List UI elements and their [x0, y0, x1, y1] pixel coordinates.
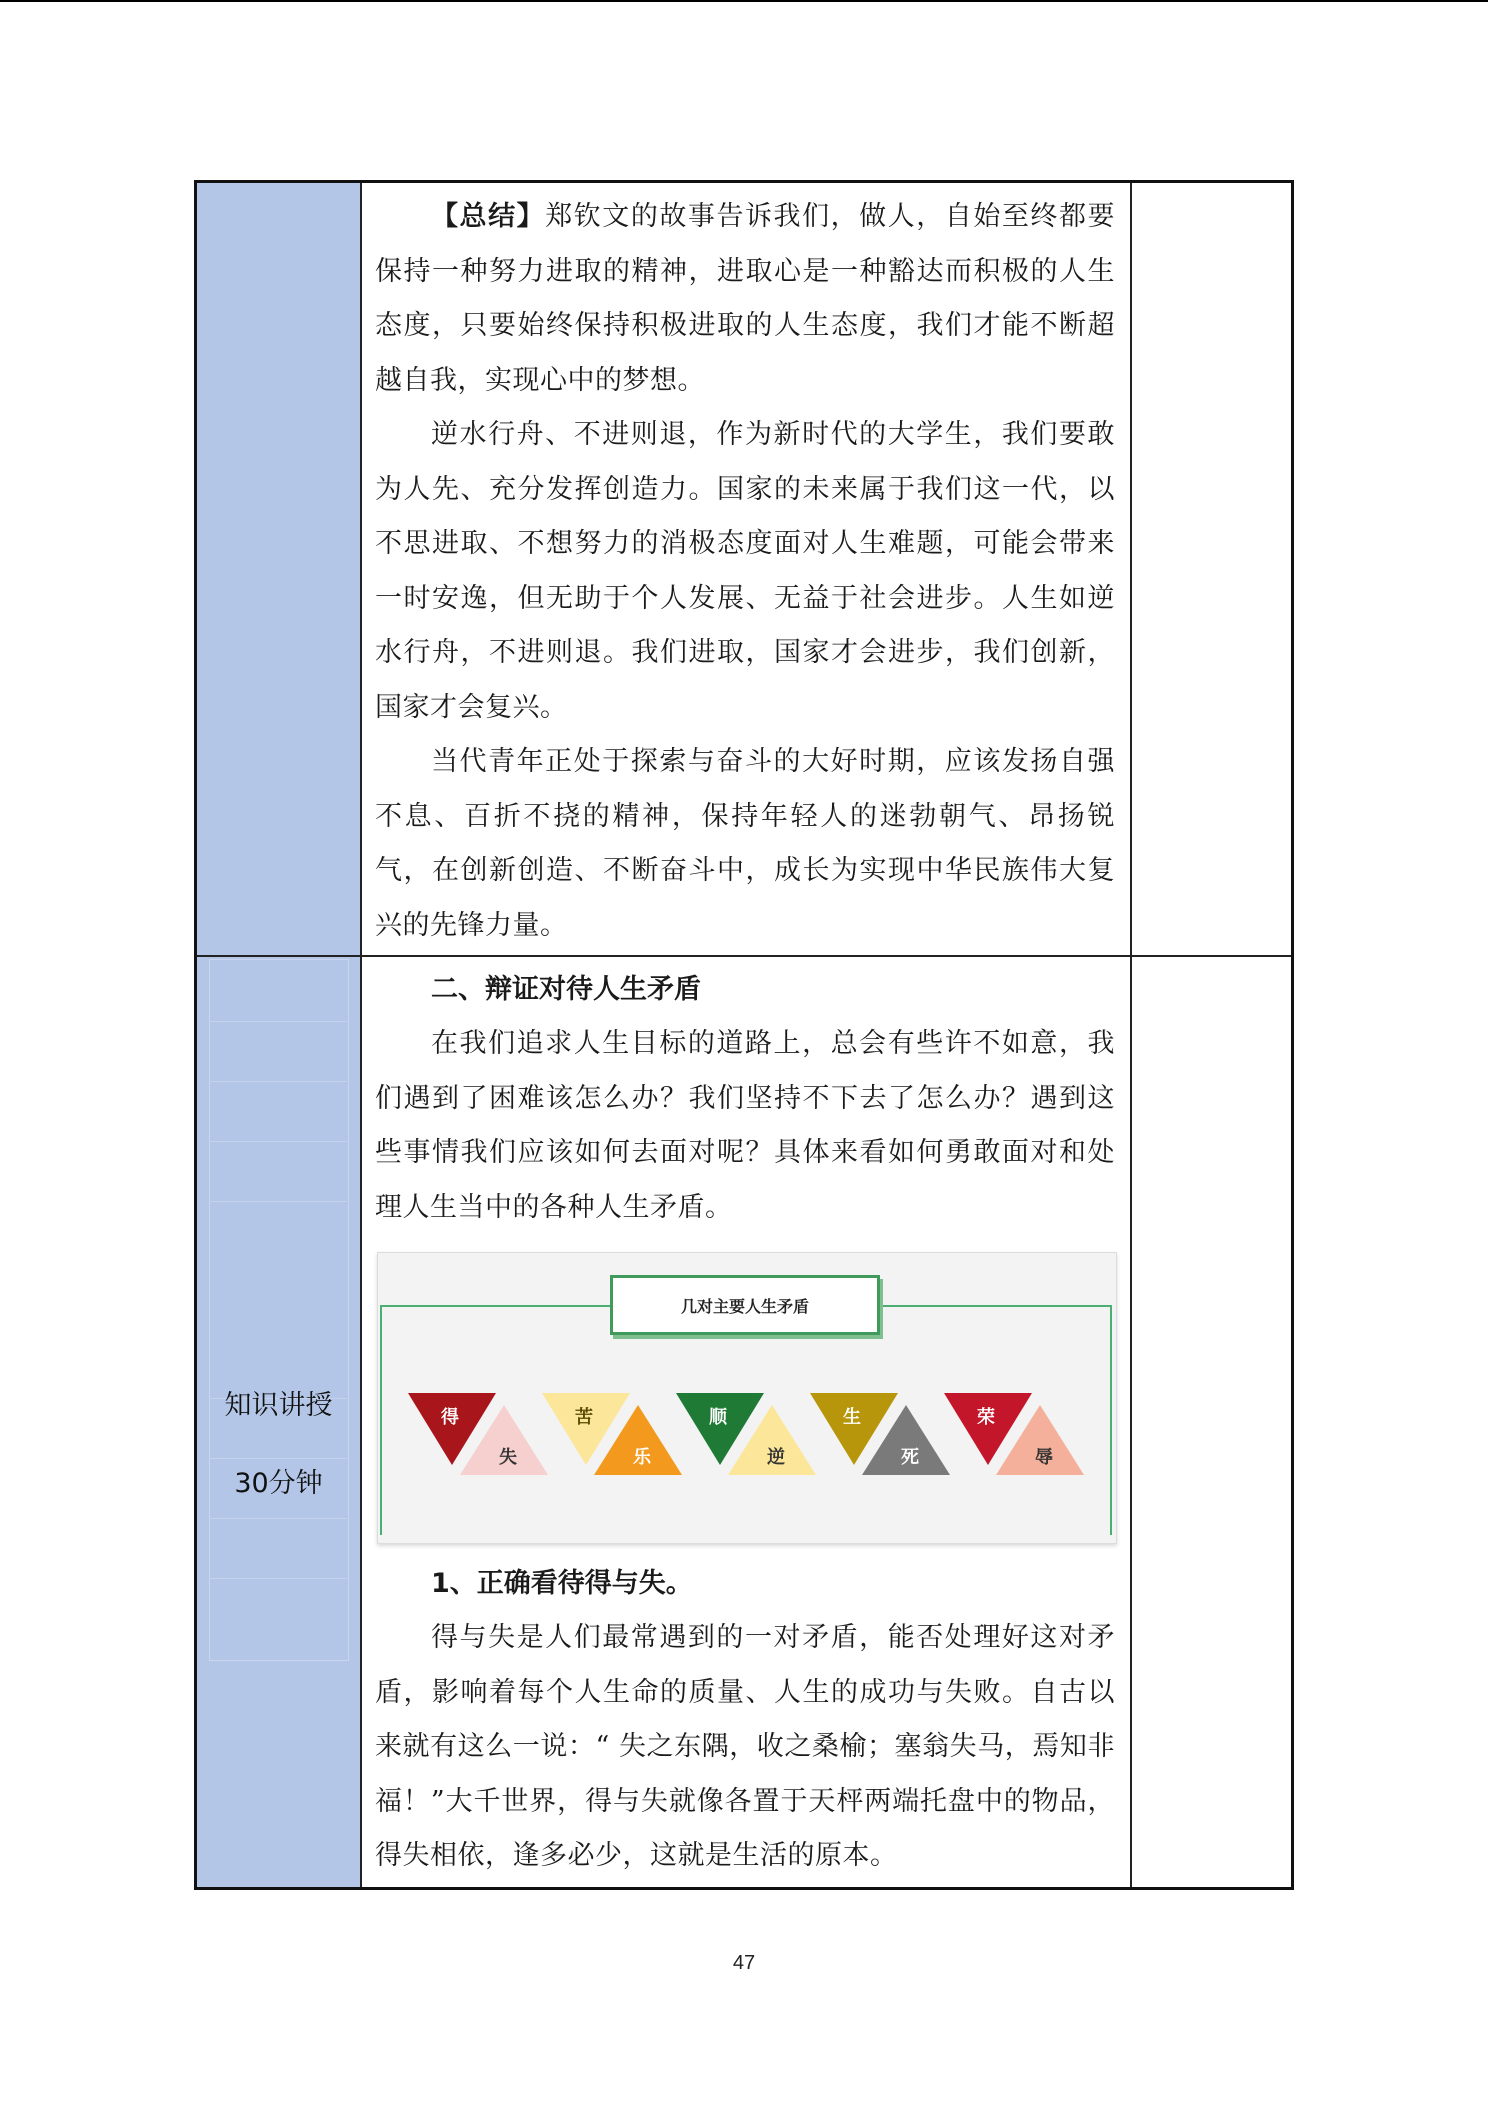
inner-grid-line: [209, 1081, 347, 1082]
intro-paragraph: 在我们追求人生目标的道路上，总会有些许不如意，我们遇到了困难该怎么办？我们坚持不下去了怎么办？遇到这些事情我们应该如何去面对呢？具体来看如何勇敢面对和处理人生当中的各种人生矛盾。: [375, 1028, 1115, 1223]
triangle-label: 辱: [1035, 1447, 1053, 1468]
triangle-label: 苦: [575, 1407, 593, 1428]
triangle-label: 得: [441, 1407, 459, 1428]
inner-grid-line: [209, 1518, 347, 1519]
triangle-pair: [810, 1393, 950, 1475]
life-contradictions-figure: [377, 1252, 1117, 1544]
inner-grid-line: [209, 1021, 347, 1022]
triangle-pair: [676, 1393, 816, 1475]
paragraph: 得与失是人们最常遇到的一对矛盾，能否处理好这对矛盾，影响着每个人生命的质量、人生的成功与失败。自古以来就有这么一说：“ 失之东隅，收之桑榆；塞翁失马，焉知非福！”大千世界，得与失就像各置于天枰两端托盘中的物品，得失相依，逢多必少，这就是生活的原本。: [375, 1622, 1115, 1871]
lesson-table: [194, 180, 1294, 1890]
top-border-line: [0, 0, 1488, 2]
triangle-label: 失: [499, 1447, 517, 1468]
triangle-label: 乐: [633, 1447, 651, 1468]
section-label-topic: 知识讲授: [224, 1390, 333, 1421]
section-heading: 二、辩证对待人生矛盾: [431, 974, 701, 1005]
triangle-label: 生: [843, 1407, 861, 1428]
triangle-pairs: [378, 1253, 1116, 1543]
triangle-pair: [944, 1393, 1084, 1475]
inner-grid-line: [209, 1458, 347, 1459]
triangle-label: 死: [901, 1447, 919, 1468]
inner-grid-line: [209, 1201, 347, 1202]
triangle-label: 逆: [767, 1447, 785, 1468]
summary-paragraph: [375, 190, 1115, 408]
inner-grid-line: [209, 1141, 347, 1142]
figure-title: 几对主要人生矛盾: [610, 1275, 880, 1335]
row-divider: [197, 955, 1291, 957]
inner-grid-line: [209, 1578, 347, 1579]
summary-section: [375, 190, 1115, 953]
section-label-duration: 30分钟: [234, 1468, 323, 1499]
paragraph: 逆水行舟、不进则退，作为新时代的大学生，我们要敢为人先、充分发挥创造力。国家的未来属于我们这一代，以不思进取、不想努力的消极态度面对人生难题，可能会带来一时安逸，但无助于个人发展、无益于社会进步。人生如逆水行舟，不进则退。我们进取，国家才会进步，我们创新，国家才会复兴。: [375, 419, 1115, 723]
paragraph: 当代青年正处于探索与奋斗的大好时期，应该发扬自强不息、百折不挠的精神，保持年轻人的迷勃朝气、昂扬锐气，在创新创造、不断奋斗中，成长为实现中华民族伟大复兴的先锋力量。: [375, 746, 1115, 941]
left-label-inner-box: [209, 959, 349, 1661]
right-column-divider: [1130, 183, 1132, 1887]
summary-text: 郑钦文的故事告诉我们，做人，自始至终都要保持一种努力进取的精神，进取心是一种豁达而积极的人生态度，只要始终保持积极进取的人生态度，我们才能不断超越自我，实现心中的梦想。: [375, 201, 1116, 396]
triangle-label: 荣: [977, 1407, 995, 1428]
dialectic-section: [375, 963, 1115, 1235]
triangle-pair: [542, 1393, 682, 1475]
triangle-pair: [408, 1393, 548, 1475]
summary-label: 【总结】: [431, 201, 546, 232]
gain-loss-section: [375, 1557, 1115, 1884]
page-number: 47: [732, 1952, 756, 1974]
subheading: 1、正确看待得与失。: [431, 1568, 693, 1599]
triangle-label: 顺: [709, 1407, 727, 1428]
